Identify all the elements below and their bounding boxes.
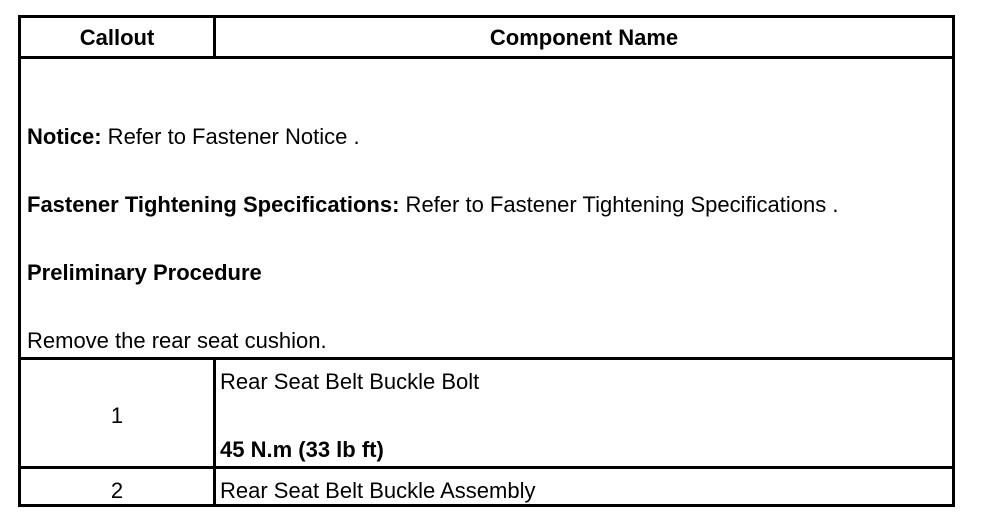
notice-label: Notice:: [27, 124, 102, 149]
preliminary-step: Remove the rear seat cushion.: [27, 328, 327, 353]
component-table: [18, 15, 955, 507]
row-1-callout: 1: [110, 403, 124, 428]
notice-line: [27, 124, 360, 150]
row-2-callout: 2: [110, 478, 124, 503]
header-divider: [21, 56, 952, 59]
header-component-name: Component Name: [489, 25, 679, 50]
row-1-torque: 45 N.m (33 lb ft): [220, 437, 384, 462]
spec-text: Refer to Fastener Tightening Specifications .: [399, 192, 839, 217]
notes-divider: [21, 357, 952, 360]
row-2-component: Rear Seat Belt Buckle Assembly: [220, 478, 536, 503]
spec-label: Fastener Tightening Specifications:: [27, 192, 400, 217]
row-1-divider: [21, 466, 952, 469]
notice-text: Refer to Fastener Notice .: [101, 124, 360, 149]
row-1-component: Rear Seat Belt Buckle Bolt: [220, 369, 480, 394]
preliminary-heading: Preliminary Procedure: [27, 260, 262, 285]
spec-line: [27, 192, 838, 218]
rows-column-divider: [213, 357, 216, 504]
header-column-divider: [213, 18, 216, 56]
header-callout: Callout: [79, 25, 155, 50]
